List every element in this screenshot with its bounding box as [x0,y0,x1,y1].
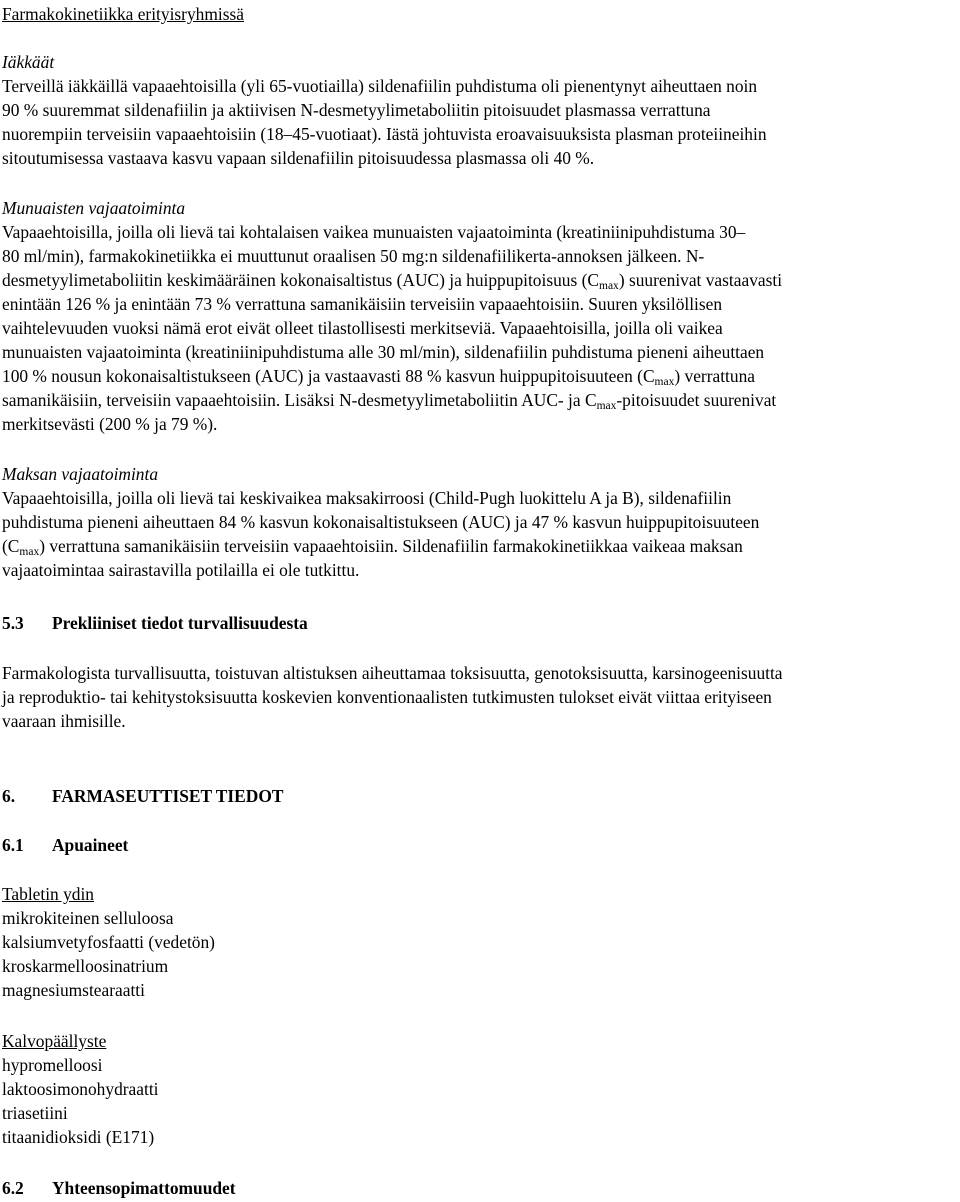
renal-text-line: vaihtelevuuden vuoksi nämä erot eivät olleet tilastollisesti merkitseviä. Vapaaehtoisilla, joilla oli vaikea [2,318,723,338]
excipient-item: magnesiumstearaatti [2,980,145,1000]
hepatic-text-fragment: (C [2,536,20,556]
preclinical-text-line: vaaraan ihmisille. [2,711,126,731]
section-number: 6. [2,786,16,806]
renal-text-fragment: ) verrattuna [674,366,755,386]
section-number: 6.1 [2,835,24,855]
renal-text-fragment: -pitoisuudet suurenivat [616,390,777,410]
elderly-text-line: sitoutumisessa vastaava kasvu vapaan sildenafiilin pitoisuudessa plasmassa oli 40 %. [2,148,595,168]
preclinical-text-line: Farmakologista turvallisuutta, toistuvan altistuksen aiheuttamaa toksisuutta, genotoksisuutta, karsinogeenisuutta [2,663,783,683]
elderly-heading: Iäkkäät [2,52,55,72]
section-6-2-heading [2,1176,236,1200]
elderly-text-line: 90 % suuremmat sildenafiilin ja aktiivisen N-desmetyylimetaboliitin pitoisuudet plasmassa verrattuna [2,100,711,120]
renal-text-fragment: desmetyylimetaboliitin keskimääräinen kokonaisaltistus (AUC) ja huippupitoisuus (C [2,270,599,290]
hepatic-heading: Maksan vajaatoiminta [2,464,159,484]
section-6-1-heading [2,833,128,857]
renal-text-line: munuaisten vajaatoiminta (kreatiniinipuhdistuma alle 30 ml/min), sildenafiilin puhdistuma pieneni aiheuttaen [2,342,765,362]
hepatic-text-line: puhdistuma pieneni aiheuttaen 84 % kasvun kokonaisaltistukseen (AUC) ja 47 % kasvun huippupitoisuuteen [2,512,760,532]
renal-text-fragment: 100 % nousun kokonaisaltistukseen (AUC) ja vastaavasti 88 % kasvun huippupitoisuuteen (C [2,366,655,386]
renal-text-line: merkitsevästi (200 % ja 79 %). [2,414,218,434]
cmax-subscript: max [599,280,619,292]
core-heading: Tabletin ydin [2,884,94,904]
renal-text-line: Vapaaehtoisilla, joilla oli lievä tai kohtalaisen vaikea munuaisten vajaatoiminta (kreatiniinipuhdistuma 30– [2,222,746,242]
section-number: 6.2 [2,1178,24,1198]
renal-text-fragment: samanikäisiin, terveisiin vapaaehtoisiin. Lisäksi N-desmetyylimetaboliitin AUC- ja C [2,390,597,410]
section-number: 5.3 [2,613,24,633]
coating-heading: Kalvopäällyste [2,1031,107,1051]
renal-text-line [2,268,782,295]
excipient-item: hypromelloosi [2,1055,103,1075]
excipient-item: titaanidioksidi (E171) [2,1127,155,1147]
hepatic-text-fragment: ) verrattuna samanikäisiin terveisiin vapaaehtoisiin. Sildenafiilin farmakokinetiikkaa vaikeaa maksan [39,536,743,556]
hepatic-text-line [2,534,743,561]
hepatic-text-line: Vapaaehtoisilla, joilla oli lievä tai keskivaikea maksakirroosi (Child-Pugh luokittelu A ja B), sildenafiilin [2,488,732,508]
elderly-text-line: Terveillä iäkkäillä vapaaehtoisilla (yli 65-vuotiailla) sildenafiilin puhdistuma oli pienentynyt aiheuttaen noin [2,76,758,96]
excipient-item: kalsiumvetyfosfaatti (vedetön) [2,932,215,952]
cmax-subscript: max [19,546,40,558]
excipient-item: kroskarmelloosinatrium [2,956,169,976]
section-title-text: Yhteensopimattomuudet [52,1178,236,1198]
renal-text-line: 80 ml/min), farmakokinetiikka ei muuttunut oraalisen 50 mg:n sildenafiilikerta-annoksen jälkeen. N- [2,246,705,266]
renal-text-line [2,364,755,391]
cmax-subscript: max [654,376,675,388]
excipient-item: laktoosimonohydraatti [2,1079,159,1099]
elderly-text-line: nuorempiin terveisiin vapaaehtoisiin (18–45-vuotiaat). Iästä johtuvista eroavaisuuksista plasman proteiineihin [2,124,767,144]
renal-text-line: enintään 126 % ja enintään 73 % verrattuna samanikäisiin terveisiin vapaaehtoisiin. Suuren yksilöllisen [2,294,723,314]
section-6-heading [2,784,283,808]
hepatic-text-line: vajaatoimintaa sairastavilla potilailla ei ole tutkittu. [2,560,360,580]
section-title-text: FARMASEUTTISET TIEDOT [52,786,284,806]
section-title-text: Prekliiniset tiedot turvallisuudesta [52,613,308,633]
section-5-3-heading [2,611,308,635]
cmax-subscript: max [596,400,617,412]
renal-text-fragment: ) suurenivat vastaavasti [618,270,783,290]
renal-heading: Munuaisten vajaatoiminta [2,198,186,218]
excipient-item: triasetiini [2,1103,68,1123]
section-title: Farmakokinetiikka erityisryhmissä [2,4,244,24]
renal-text-line [2,388,776,415]
preclinical-text-line: ja reproduktio- tai kehitystoksisuutta koskevien konventionaalisten tutkimusten tulokset eivät viittaa erityiseen [2,687,772,707]
section-title-text: Apuaineet [52,835,129,855]
excipient-item: mikrokiteinen selluloosa [2,908,174,928]
